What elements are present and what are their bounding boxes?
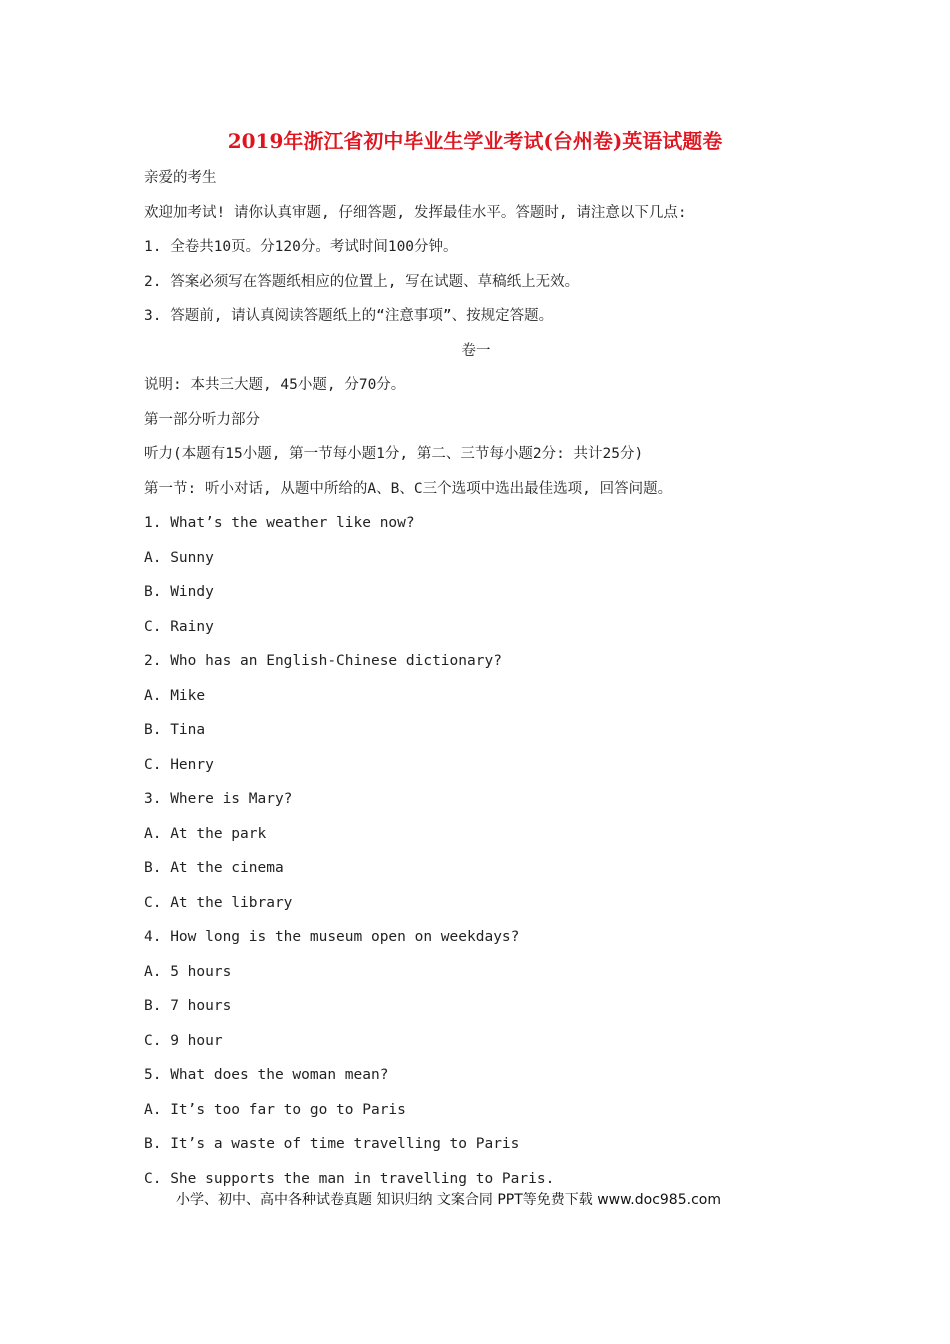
listening-instructions: 听力(本题有15小题, 第一节每小题1分, 第二、三节每小题2分: 共计25分) — [144, 446, 644, 462]
section-description: 说明: 本共三大题, 45小题, 分70分。 — [144, 377, 406, 393]
answer-option: B. 7 hours — [144, 998, 232, 1014]
question: 5. What does the woman mean? — [144, 1067, 389, 1083]
answer-option: B. Tina — [144, 722, 206, 738]
answer-option: A. Mike — [144, 687, 206, 704]
subsection-instructions: 第一节: 听小对话, 从题中所给的A、B、C三个选项中选出最佳选项, 回答问题。 — [144, 480, 673, 497]
footer-text: 小学、初中、高中各种试卷真题 知识归纳 文案合同 PPT等免费下载 www.doc985.com — [176, 1192, 721, 1208]
note-item: 2. 答案必须写在答题纸相应的位置上, 写在试题、草稿纸上无效。 — [144, 273, 580, 290]
question: 3. Where is Mary? — [144, 791, 293, 807]
answer-option: A. Sunny — [144, 549, 214, 566]
note-item: 3. 答题前, 请认真阅读答题纸上的“注意事项”、按规定答题。 — [144, 308, 554, 324]
answer-option: B. It’s a waste of time travelling to Paris — [144, 1136, 520, 1152]
answer-option: C. At the library — [144, 894, 293, 911]
question: 1. What’s the weather like now? — [144, 515, 415, 531]
answer-option: B. At the cinema — [144, 860, 284, 876]
answer-option: A. At the park — [144, 825, 267, 842]
answer-option: C. She supports the man in travelling to Paris. — [144, 1170, 555, 1187]
exam-body — [144, 166, 844, 1201]
question: 4. How long is the museum open on weekdays? — [144, 929, 520, 945]
answer-option: C. 9 hour — [144, 1032, 223, 1049]
welcome-text: 欢迎加考试! 请你认真审题, 仔细答题, 发挥最佳水平。答题时, 请注意以下几点: — [144, 204, 687, 221]
answer-option: A. It’s too far to go to Paris — [144, 1101, 406, 1118]
question: 2. Who has an English-Chinese dictionary? — [144, 653, 502, 669]
answer-option: B. Windy — [144, 584, 214, 600]
exam-title: 2019年浙江省初中毕业生学业考试(台州卷)英语试题卷 — [227, 129, 723, 153]
answer-option: C. Rainy — [144, 618, 214, 635]
part-heading: 第一部分听力部分 — [144, 411, 260, 428]
answer-option: C. Henry — [144, 756, 214, 773]
greeting: 亲爱的考生 — [144, 170, 217, 186]
section-heading: 卷一 — [461, 342, 491, 359]
note-item: 1. 全卷共10页。分120分。考试时间100分钟。 — [144, 239, 458, 255]
answer-option: A. 5 hours — [144, 963, 232, 980]
